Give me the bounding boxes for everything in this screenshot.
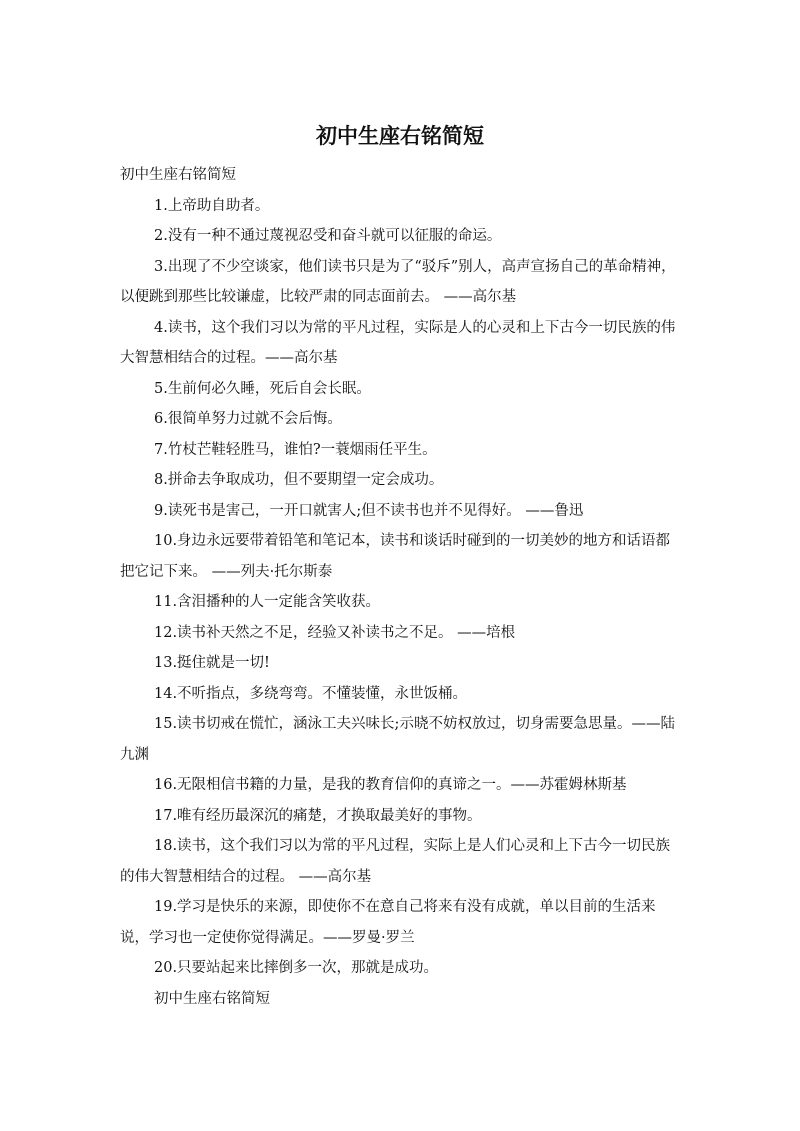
quote-item: 13.挺住就是一切! xyxy=(154,655,270,671)
quote-item: 7.竹杖芒鞋轻胜马，谁怕?一蓑烟雨任平生。 xyxy=(154,441,437,458)
quote-item: 10.身边永远要带着铅笔和笔记本，读书和谈话时碰到的一切美妙的地方和话语都把它记下来。 ——列夫·托尔斯泰 xyxy=(120,533,671,580)
quote-item: 17.唯有经历最深沉的痛楚，才换取最美好的事物。 xyxy=(154,807,482,824)
quote-item: 18.读书，这个我们习以为常的平凡过程，实际上是人们心灵和上下古今一切民族的伟大智慧相结合的过程。 ——高尔基 xyxy=(120,838,671,885)
quote-item: 12.读书补天然之不足，经验又补读书之不足。 ——培根 xyxy=(154,624,516,641)
quote-item: 16.无限相信书籍的力量，是我的教育信仰的真谛之一。——苏霍姆林斯基 xyxy=(154,777,627,793)
quote-item: 8.拼命去争取成功，但不要期望一定会成功。 xyxy=(154,472,444,488)
quote-item: 19.学习是快乐的来源，即使你不在意自己将来有没有成就，单以目前的生活来说，学习也一定使你觉得满足。——罗曼·罗兰 xyxy=(120,899,656,946)
quote-item: 9.读死书是害己，一开口就害人;但不读书也并不见得好。 ——鲁迅 xyxy=(154,502,584,519)
quote-item: 6.很简单努力过就不会后悔。 xyxy=(154,411,342,427)
quote-item: 14.不听指点，多绕弯弯。不懂装懂，永世饭桶。 xyxy=(154,685,468,702)
quote-item: 11.含泪播种的人一定能含笑收获。 xyxy=(154,594,381,610)
quote-list xyxy=(120,191,680,984)
quote-item: 15.读书切戒在慌忙，涵泳工夫兴味长;示晓不妨权放过，切身需要急思量。——陆九渊 xyxy=(120,716,675,763)
quote-item: 20.只要站起来比摔倒多一次，那就是成功。 xyxy=(154,960,439,976)
document-subtitle: 初中生座右铭简短 xyxy=(120,167,236,183)
quote-item: 1.上帝助自助者。 xyxy=(154,197,270,214)
quote-item: 4.读书，这个我们习以为常的平凡过程，实际是人的心灵和上下古今一切民族的伟大智慧相结合的过程。——高尔基 xyxy=(120,319,676,366)
quote-item: 5.生前何必久睡，死后自会长眠。 xyxy=(154,380,371,397)
quote-item: 2.没有一种不通过蔑视忍受和奋斗就可以征服的命运。 xyxy=(154,228,502,244)
document-footer-line: 初中生座右铭简短 xyxy=(154,990,270,1007)
quote-item: 3.出现了不少空谈家，他们读书只是为了“驳斥”别人，高声宣扬自己的革命精神，以便跳到那些比较谦虚，比较严肃的同志面前去。 ——高尔基 xyxy=(120,258,676,305)
document-title: 初中生座右铭简短 xyxy=(316,124,484,148)
